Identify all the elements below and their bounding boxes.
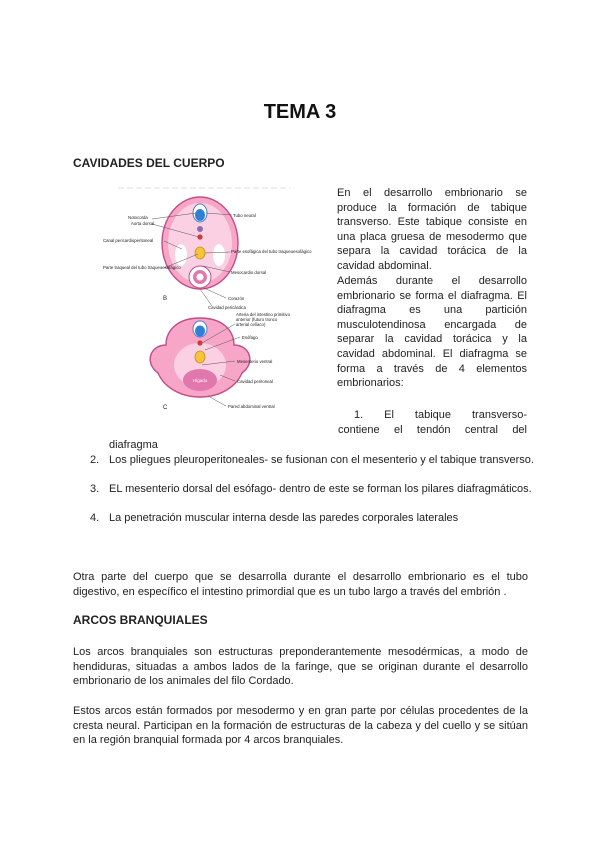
list-item-2: 2. Los pliegues pleuroperitoneales- se fusionan con el mesenterio y el tabique transverso. bbox=[90, 454, 534, 466]
label-cavidad-peritoneal: Cavidad peritoneal bbox=[237, 379, 273, 384]
label-cavidad-pericardica: Cavidad pericárdica bbox=[208, 305, 246, 310]
label-parte-traqueal: Parte traqueal del tubo traqueoesofágico bbox=[103, 265, 181, 270]
label-aorta-dorsal: Aorta dorsal bbox=[131, 221, 155, 226]
list-item-1-head: 1. El tabique transverso- contiene el tendón central del bbox=[338, 409, 528, 436]
label-arteria-intestino: Arteria del intestino primitivo anterior (futuro tronco arterial celíaco) bbox=[236, 312, 290, 327]
label-notocorda: Notocorda bbox=[128, 215, 148, 220]
list-item-3: 3. EL mesenterio dorsal del esófago- dentro de este se forman los pilares diafragmáticos. bbox=[90, 483, 532, 495]
figure-b-cross-section bbox=[103, 197, 312, 310]
figure-c-cross-section bbox=[150, 312, 291, 411]
page-title: TEMA 3 bbox=[263, 101, 337, 123]
label-tubo-neural: Tubo neural bbox=[233, 213, 256, 218]
label-higado: Hígado bbox=[192, 378, 208, 383]
list-item-4: 4. La penetración muscular interna desde las paredes corporales laterales bbox=[90, 512, 459, 524]
diaphragm-paragraph: Además durante el desarrollo embrionario se forma el diafragma. El diafragma es una partición musculotendinosa encargada de separar la cavidad torácica y la cavidad abdominal. El diafragma se forma a través de 4 elementos embrionarios: bbox=[337, 275, 527, 390]
arcos-paragraph-2: Estos arcos están formados por mesodermo y en gran parte por células procedentes de la cresta neural. Participan en la formación de estructuras de la cabeza y del cuello y se sitúan en la región branquial formada por 4 arcos branquiales. bbox=[73, 705, 528, 747]
embryo-cross-section-figure bbox=[100, 185, 312, 415]
figure-letter-b: B bbox=[163, 296, 168, 302]
arcos-paragraph-1: Los arcos branquiales son estructuras preponderantemente mesodérmicas, a modo de hendiduras, situadas a ambos lados de la faringe, que se originan durante el desarrollo embrionario de los animales del filo Cordado. bbox=[73, 646, 528, 688]
list-item-1-tail: diafragma bbox=[109, 439, 158, 451]
label-pared-abdominal: Pared abdominal ventral bbox=[228, 404, 275, 409]
label-corazon: Corazón bbox=[228, 296, 245, 301]
label-mesenterio-ventral: Mesenterio ventral bbox=[237, 359, 273, 364]
closing-paragraph: Otra parte del cuerpo que se desarrolla durante el desarrollo embrionario es el tubo digestivo, en específico el intestino primordial que es un tubo largo a través del embrión . bbox=[73, 571, 528, 598]
label-esofago: Esófago bbox=[242, 335, 258, 340]
section-heading-cavidades: CAVIDADES DEL CUERPO bbox=[73, 156, 225, 170]
section-heading-arcos: ARCOS BRANQUIALES bbox=[73, 613, 208, 627]
label-mesocardio-dorsal: Mesocardio dorsal bbox=[231, 270, 267, 275]
figure-letter-c: C bbox=[163, 405, 168, 411]
label-canal-pericardioperitoneal: Canal pericardioperitoneal bbox=[103, 238, 154, 243]
intro-paragraph: En el desarrollo embrionario se produce la formación de tabique transverso. Este tabique consiste en una placa gruesa de mesodermo que separa la cavidad torácica de la cavidad abdominal. bbox=[337, 187, 527, 272]
label-parte-esofagica: Parte esofágica del tubo traqueoesofágico bbox=[231, 249, 312, 254]
